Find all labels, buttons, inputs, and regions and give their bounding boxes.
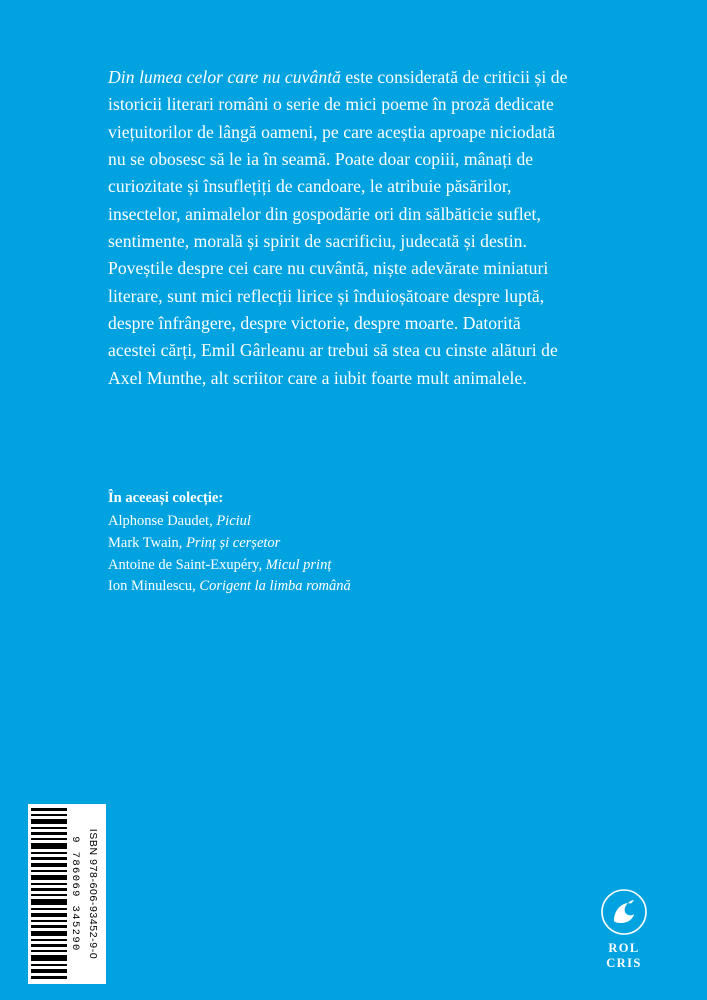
barcode-bars [31,808,67,980]
publisher-name-line1: ROL [608,941,640,956]
barcode-block [28,804,106,984]
collection-item-author: Alphonse Daudet, [108,513,217,530]
book-title-italic: Din lumea celor care nu cuvântă [108,67,341,87]
collection-item-author: Ion Minulescu, [108,578,200,595]
collection-section [108,488,568,598]
barcode-digits [67,808,83,980]
blurb-paragraph [108,64,568,392]
publisher-name [581,941,667,970]
collection-item-author: Antoine de Saint-Exupéry, [108,556,266,573]
collection-item-work: Corigent la limba română [199,578,351,595]
collection-item-work: Piciul [216,513,251,530]
publisher-logo [581,889,667,970]
collection-item-work: Prinț și cerșetor [186,534,281,551]
list-item [108,511,568,533]
collection-item-author: Mark Twain, [108,534,187,551]
barcode-isbn-text: ISBN 978-606-93452-9-0 [87,828,99,960]
barcode-isbn [83,808,103,980]
swan-icon [601,889,647,935]
blurb-body: este considerată de criticii și de istoricii literari români o serie de mici poeme în proză dedicate viețuitorilor de lângă oameni, pe care aceștia aproape niciodată nu se obosesc să le ia în seamă. Poate doar copiii, mânați de curiozitate și însuflețiți de candoare, le atribuie păsărilor, insectelor, animalelor din gospodărie ori din sălbăticie suflet, sentimente, morală și spirit de sacrificiu, judecată și destin. Poveștile despre cei care nu cuvântă, niște adevărate miniaturi literare, sunt mici reflecții lirice și înduioșătoare despre luptă, despre înfrângere, despre victorie, despre moarte. Datorită acestei cărți, Emil Gârleanu ar trebui să stea cu cinste alături de Axel Munthe, alt scriitor care a iubit foarte mult animalele. [108,67,568,388]
list-item [108,555,568,577]
collection-heading: În aceeași colecție: [108,490,224,506]
publisher-name-line2: CRIS [606,955,642,970]
list-item [108,533,568,555]
collection-item-work: Micul prinț [265,556,332,573]
barcode-digits-text: 9 786069 345290 [69,836,81,952]
list-item [108,576,568,598]
